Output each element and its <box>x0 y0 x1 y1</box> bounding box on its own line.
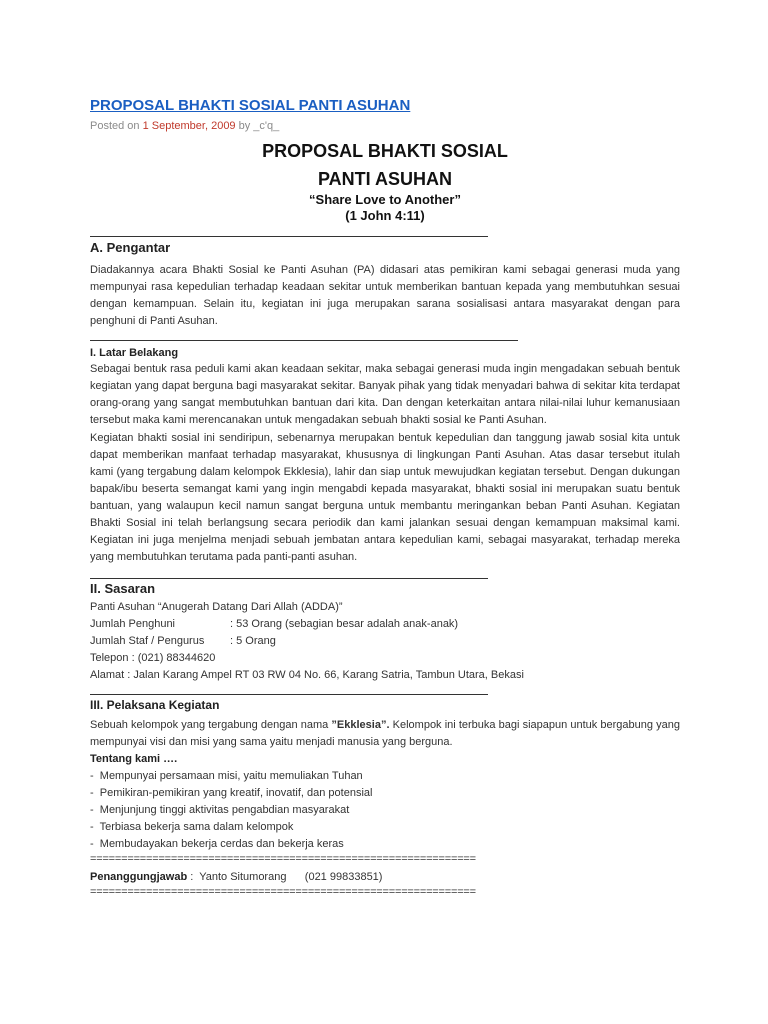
posted-on-label: Posted on <box>90 120 143 132</box>
latar-paragraph-2: Kegiatan bhakti sosial ini sendiripun, sebenarnya merupakan bentuk kepedulian dan tanggung jawab sosial kita untuk dapat memberikan manfaat terhadap masyarakat, khususnya di lingkungan Panti Asuhan. Atas dasar tersebut itulah kami (yang tergabung dalam kelompok Ekklesia), lahir dan siap untuk mewujudkan kegiatan tersebut. Dengan dukungan bapak/ibu beserta semangat kami yang ingin mengabdi kepada masyarakat, bhakti sosial ini merupakan suatu bentuk bantuan, yang walaupun kecil namun sangat berguna untuk membantu meringankan beban Panti Asuhan. Kegiatan Bhakti Sosial ini telah berlangsung secara periodik dan kami jalankan sesuai dengan kemampuan maksimal kami. Kegiatan ini juga menjelma menjadi sebuah jembatan antara kepedulian kami, sebagai masyarakat, terhadap mereka yang membutuhkan terutama pada panti-panti asuhan. <box>90 432 680 563</box>
post-meta <box>90 120 279 132</box>
pj-label: Penanggungjawab <box>90 871 188 883</box>
pengantar-paragraph: Diadakannya acara Bhakti Sosial ke Panti Asuhan (PA) didasari atas pemikiran kami sebagai generasi muda yang mempunyai rasa kepedulian terhadap keadaan sekitar untuk memberikan bantuan kepada yang membutuhkan sesuai dengan kemampuan. Selain itu, kegiatan ini juga merupakan sarana sosialisasi antara masyarakat dengan para penghuni di Panti Asuhan. <box>90 264 680 327</box>
list-item: - Mempunyai persamaan misi, yaitu memuliakan Tuhan <box>90 770 363 782</box>
sasaran-alamat: Alamat : Jalan Karang Ampel RT 03 RW 04 No. 66, Karang Satria, Tambun Utara, Bekasi <box>90 669 524 681</box>
ekklesia-name: ”Ekklesia”. <box>331 719 390 731</box>
section-heading-sasaran: II. Sasaran <box>90 581 156 596</box>
section-heading-latar-belakang: I. Latar Belakang <box>90 347 179 359</box>
sasaran-name: Panti Asuhan “Anugerah Datang Dari Allah (ADDA)” <box>90 601 343 613</box>
verse-reference: (1 John 4:11) <box>345 208 425 223</box>
separator-line: ============================================================== <box>90 853 476 865</box>
intro-text: Sebuah kelompok yang tergabung dengan nama <box>90 719 332 731</box>
by-label: by <box>235 120 254 132</box>
sasaran-penghuni <box>90 618 458 630</box>
pj-value: : Yanto Situmorang (021 99833851) <box>187 871 383 883</box>
tentang-kami-heading: Tentang kami …. <box>90 753 178 765</box>
penghuni-value: : 53 Orang (sebagian besar adalah anak-anak) <box>230 618 459 630</box>
document-title-line2: PANTI ASUHAN <box>318 169 452 189</box>
separator-line: ============================================================== <box>90 886 476 898</box>
staf-value: : 5 Orang <box>230 635 276 647</box>
divider <box>90 694 488 695</box>
post-author-link[interactable]: _c'q_ <box>253 120 280 132</box>
document-title-line1: PROPOSAL BHAKTI SOSIAL <box>262 141 508 161</box>
pelaksana-intro <box>90 717 680 751</box>
list-item: - Pemikiran-pemikiran yang kreatif, inovatif, dan potensial <box>90 787 373 799</box>
section-heading-pelaksana: III. Pelaksana Kegiatan <box>90 698 220 712</box>
list-item: - Menjunjung tinggi aktivitas pengabdian masyarakat <box>90 804 350 816</box>
section-heading-pengantar: A. Pengantar <box>90 240 171 255</box>
sasaran-telepon: Telepon : (021) 88344620 <box>90 652 216 664</box>
divider <box>90 578 488 579</box>
divider <box>90 340 518 341</box>
post-title-link[interactable]: PROPOSAL BHAKTI SOSIAL PANTI ASUHAN <box>90 97 411 114</box>
post-date-link[interactable]: 1 September, 2009 <box>142 120 236 132</box>
divider <box>90 236 488 237</box>
penghuni-label: Jumlah Penghuni <box>90 618 176 630</box>
staf-label: Jumlah Staf / Pengurus <box>90 635 205 647</box>
latar-paragraph-1: Sebagai bentuk rasa peduli kami akan keadaan sekitar, maka sebagai generasi muda ingin mengadakan sebuah bentuk kegiatan yang dapat berguna bagi masyarakat sekitar. Banyak pihak yang tidak menyadari bahwa di sekitar kita terdapat orang-orang yang sangat membutuhkan bantuan dari kita. Dan dengan keterkaitan antara nilai-nilai luhur kemanusiaan tersebut maka kami merencanakan untuk mengadakan sebuah bhakti sosial ke Panti Asuhan. <box>90 363 680 426</box>
penanggungjawab-row <box>90 871 382 883</box>
tagline: “Share Love to Another” <box>309 192 461 207</box>
intro-text-cont: Kelompok ini terbuka bagi siapapun untuk bergabung yang mempunyai visi dan misi yang sama yaitu menjadi manusia yang berguna. <box>90 719 680 748</box>
list-item: - Terbiasa bekerja sama dalam kelompok <box>90 821 294 833</box>
sasaran-staf <box>90 635 276 647</box>
list-item: - Membudayakan bekerja cerdas dan bekerja keras <box>90 838 344 850</box>
